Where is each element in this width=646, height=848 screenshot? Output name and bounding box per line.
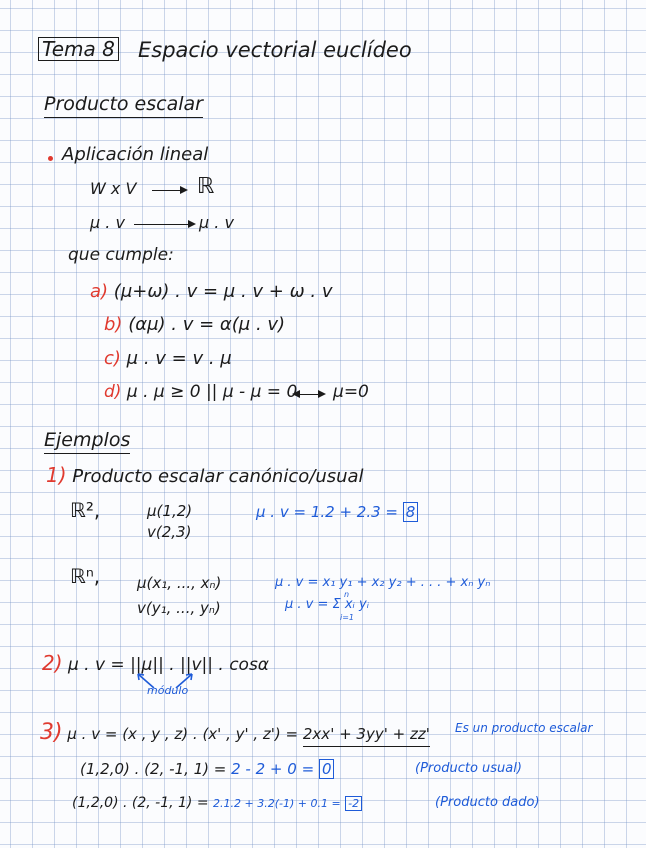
line-1-expr: (1,2,0) . (2, -1, 1) = xyxy=(80,760,227,778)
vector-v: v(2,3) xyxy=(147,523,192,541)
modulo-label: módulo xyxy=(147,684,189,697)
example-1-title xyxy=(46,465,364,486)
calc-rn-2: μ . v = Σ xᵢ yᵢ xyxy=(285,597,370,612)
map2-right: μ . v xyxy=(199,213,234,232)
calc-rn-1: μ . v = x₁ y₁ + x₂ y₂ + . . . + xₙ yₙ xyxy=(275,575,491,590)
property-a xyxy=(90,283,332,301)
arrow-head xyxy=(180,186,188,194)
calc-r2 xyxy=(256,505,418,520)
property-d-tail: μ=0 xyxy=(333,382,369,402)
result-box: 8 xyxy=(403,502,419,522)
map1-right: ℝ xyxy=(197,174,215,199)
property-label: d) xyxy=(104,382,122,402)
line-2-expr: (1,2,0) . (2, -1, 1) = xyxy=(72,795,209,811)
tema-box xyxy=(38,37,119,61)
line-2-calc: 2.1.2 + 3.2(-1) + 0.1 = xyxy=(213,797,341,810)
calc-r2-text: μ . v = 1.2 + 2.3 = xyxy=(256,503,398,521)
property-d xyxy=(104,384,297,401)
property-label: a) xyxy=(90,281,109,302)
example-number: 2) xyxy=(42,651,63,675)
property-c xyxy=(104,350,232,368)
line-1-calc: 2 - 2 + 0 = xyxy=(231,760,315,778)
property-expr: μ . μ ≥ 0 || μ - μ = 0 xyxy=(126,382,298,402)
arrow-head xyxy=(188,220,196,228)
example-3-note: Es un producto escalar xyxy=(455,721,593,735)
map2-left: μ . v xyxy=(90,213,125,232)
arrow-line xyxy=(152,190,182,191)
example-3-expr: μ . v = (x , y , z) . (x' , y' , z') = xyxy=(67,725,299,743)
que-cumple-text: que cumple: xyxy=(68,245,174,265)
example-number: 3) xyxy=(40,720,63,745)
rn-label: ℝⁿ, xyxy=(70,564,101,588)
property-label: c) xyxy=(104,348,121,369)
property-expr: μ . v = v . μ xyxy=(126,348,232,369)
property-b xyxy=(104,316,285,334)
vector-vn: v(y₁, ..., yₙ) xyxy=(137,599,221,617)
section-heading-ejemplos: Ejemplos xyxy=(44,431,130,454)
example-3-highlight: 2xx' + 3yy' + zz' xyxy=(303,725,430,747)
map1-left: W x V xyxy=(90,179,137,198)
sum-top: n xyxy=(344,590,350,599)
vector-u: μ(1,2) xyxy=(147,502,193,520)
example-2-expr: μ . v = ||μ|| . ||v|| . cosα xyxy=(67,655,270,675)
example-3 xyxy=(40,722,430,744)
tema-label: Tema 8 xyxy=(42,37,115,61)
property-label: b) xyxy=(104,314,123,335)
example-number: 1) xyxy=(46,463,67,487)
property-expr: (μ+ω) . v = μ . v + ω . v xyxy=(113,281,333,302)
page-title: Espacio vectorial euclídeo xyxy=(138,38,412,62)
result-box: 0 xyxy=(319,759,335,779)
property-expr: (αμ) . v = α(μ . v) xyxy=(128,314,286,335)
arrow-line xyxy=(298,394,320,395)
line-1-note: (Producto usual) xyxy=(415,761,522,776)
example-3-line-2 xyxy=(72,796,362,810)
example-3-line-1 xyxy=(80,762,334,777)
arrow-line xyxy=(134,224,190,225)
arrow-head xyxy=(318,390,326,398)
line-2-note: (Producto dado) xyxy=(435,795,540,810)
sum-bottom: i=1 xyxy=(340,613,355,622)
section-heading-producto-escalar: Producto escalar xyxy=(44,95,203,118)
bullet-text: Aplicación lineal xyxy=(62,144,209,165)
r2-label: ℝ², xyxy=(70,498,101,522)
vector-un: μ(x₁, ..., xₙ) xyxy=(137,574,222,592)
bullet-dot xyxy=(48,156,53,161)
result-box: -2 xyxy=(345,796,362,811)
example-title-text: Producto escalar canónico/usual xyxy=(72,466,364,487)
